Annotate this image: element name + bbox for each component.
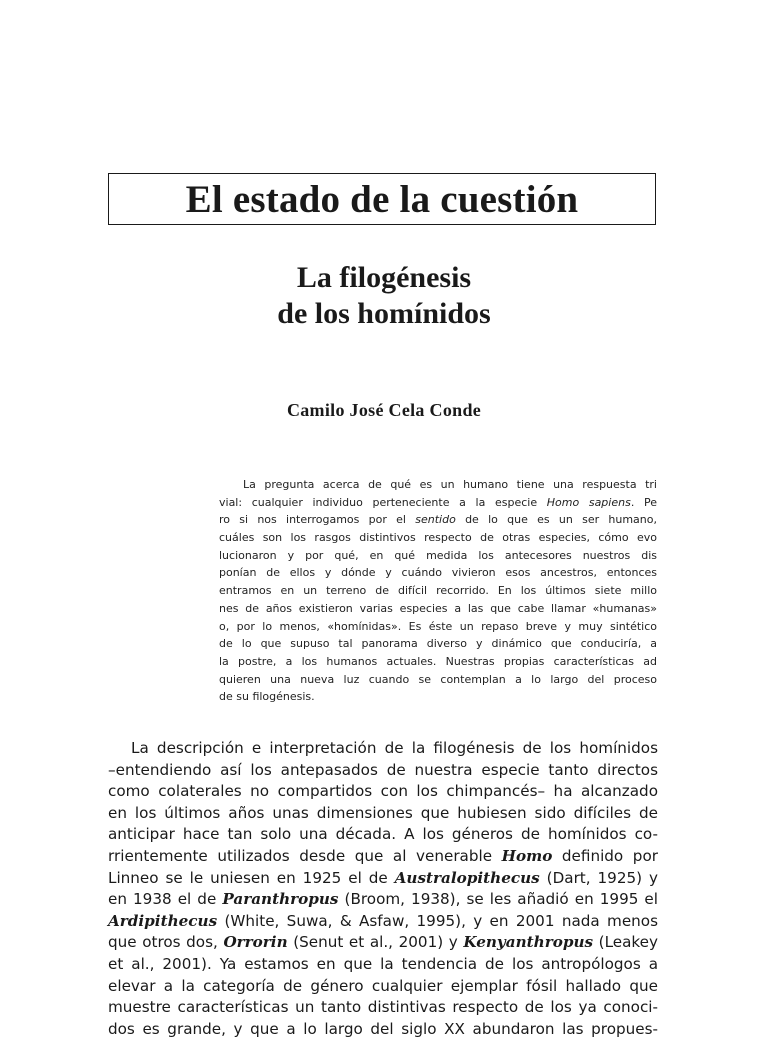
emphasis-word: sentido: [415, 513, 456, 527]
abstract-line: de su filogénesis.: [219, 690, 315, 704]
genus-name: Ardipithecus: [108, 911, 218, 930]
article-title-line-1: La filogénesis: [296, 261, 472, 294]
body-paragraph: [108, 738, 658, 1040]
body-line: dos es grande, y que a lo largo del siglo XX abundaron las propues-: [108, 1019, 658, 1038]
section-title: El estado de la cuestión: [185, 177, 579, 221]
abstract-line: vial: cualquier individuo perteneciente a la especie Homo sapiens. Pe: [219, 495, 657, 509]
species-name: Homo sapiens: [546, 495, 631, 509]
abstract-line: la postre, a los humanos actuales. Nuestras propias características ad: [219, 654, 657, 668]
body-line: en los últimos años unas dimensiones que hubiesen sido difíciles de: [108, 803, 658, 822]
genus-name: Paranthropus: [222, 890, 339, 909]
body-line: muestre características un tanto distintivas respecto de los ya conoci-: [108, 998, 658, 1017]
body-line: –entendiendo así los antepasados de nuestra especie tanto directos: [108, 760, 658, 779]
genus-name: Homo: [501, 846, 553, 865]
section-heading-box: [108, 173, 656, 225]
body-line: que otros dos, Orrorin (Senut et al., 2001) y Kenyanthropus (Leakey: [108, 933, 658, 952]
abstract-line: o, por lo menos, «homínidas». Es éste un repaso breve y muy sintético: [219, 619, 657, 633]
abstract-line: nes de años existieron varias especies a las que cabe llamar «humanas»: [219, 601, 657, 615]
genus-name: Orrorin: [223, 933, 288, 952]
genus-name: Kenyanthropus: [463, 933, 594, 952]
body-line: como colaterales no compartidos con los chimpancés– ha alcanzado: [108, 782, 658, 801]
body-line: anticipar hace tan solo una década. A los géneros de homínidos co-: [108, 825, 658, 844]
abstract-line: ro si nos interrogamos por el sentido de lo que es un ser humano,: [219, 513, 657, 527]
abstract-line: lucionaron y por qué, en qué medida los antecesores nuestros dis: [219, 548, 657, 562]
genus-name: Australopithecus: [394, 868, 540, 887]
body-line: La descripción e interpretación de la filogénesis de los homínidos: [131, 739, 658, 757]
abstract-line: de lo que supuso tal panorama diverso y dinámico que conduciría, a: [219, 637, 657, 651]
abstract: [219, 476, 657, 706]
body-line: Ardipithecus (White, Suwa, & Asfaw, 1995), y en 2001 nada menos: [108, 911, 658, 930]
body-line: en 1938 el de Paranthropus (Broom, 1938), se les añadió en 1995 el: [108, 890, 658, 909]
abstract-line: quieren una nueva luz cuando se contemplan a lo largo del proceso: [219, 672, 657, 686]
abstract-line: entramos en un terreno de difícil recorrido. En los últimos siete millo: [219, 584, 657, 598]
author-name: Camilo José Cela Conde: [286, 400, 482, 420]
body-line: elevar a la categoría de género cualquier ejemplar fósil hallado que: [108, 976, 658, 995]
article-title-line-2: de los homínidos: [277, 297, 491, 330]
body-line: et al., 2001). Ya estamos en que la tendencia de los antropólogos a: [108, 954, 658, 973]
abstract-line: cuáles son los rasgos distintivos respecto de otras especies, cómo evo: [219, 531, 657, 545]
abstract-line: La pregunta acerca de qué es un humano tiene una respuesta tri: [243, 478, 657, 491]
body-line: Linneo se le uniesen en 1925 el de Australopithecus (Dart, 1925) y: [108, 868, 658, 887]
body-line: rrientemente utilizados desde que al venerable Homo definido por: [108, 846, 658, 865]
abstract-line: ponían de ellos y dónde y cuándo vivieron esos ancestros, entonces: [219, 566, 657, 580]
article-title: [0, 260, 768, 332]
